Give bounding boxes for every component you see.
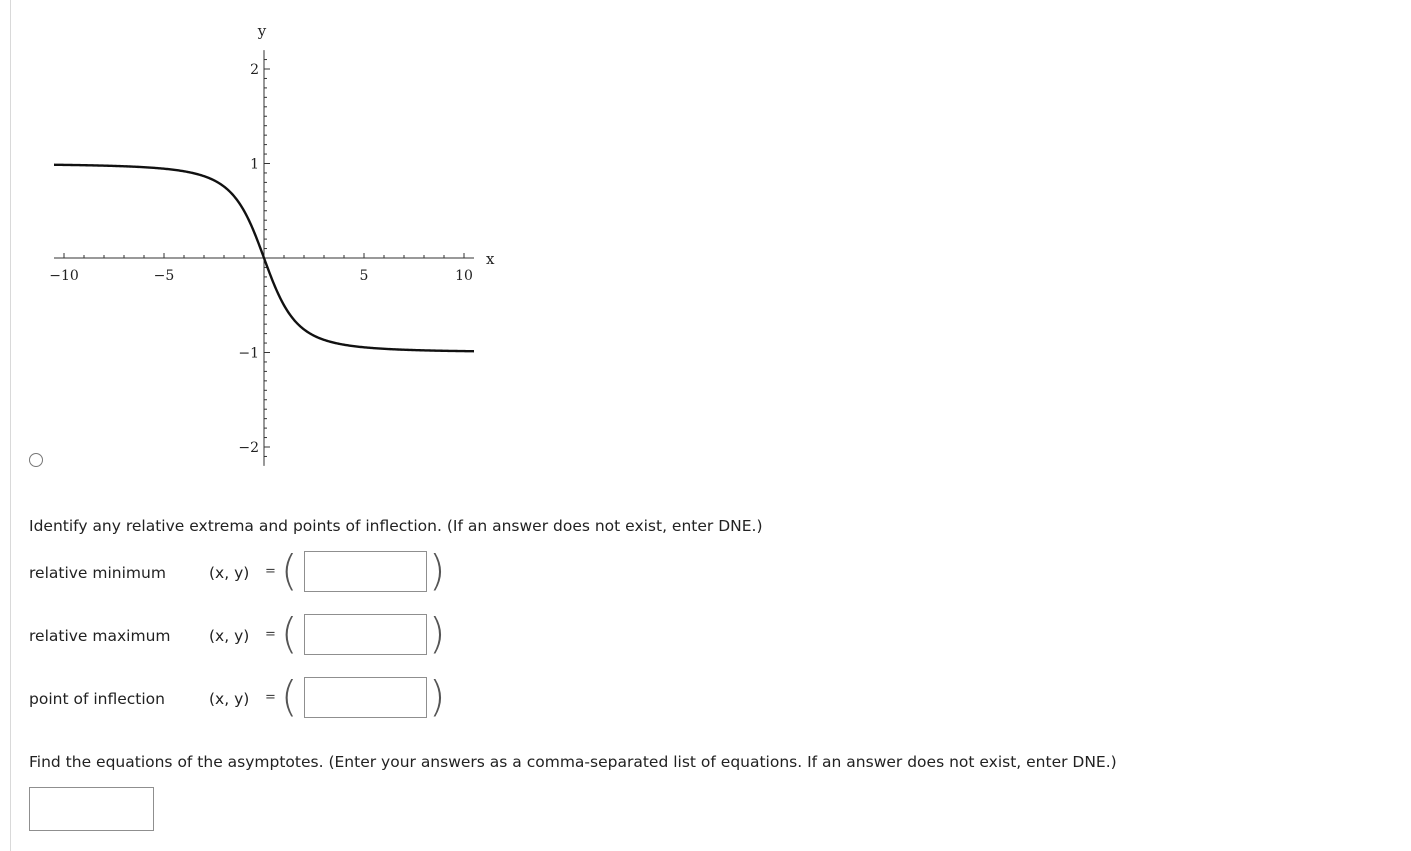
asymptote-instructions: Find the equations of the asymptotes. (Enter your answers as a comma-separated list of equations. If an answer does not exist, enter DNE.) [29, 753, 1117, 771]
x-tick-label: 5 [359, 268, 369, 284]
xy-label: (x, y) [209, 690, 250, 708]
x-tick-label: 10 [455, 268, 473, 284]
x-tick-label: −10 [49, 268, 79, 284]
open-paren: ( [281, 672, 298, 721]
y-tick-label: −1 [238, 345, 259, 362]
y-tick-label: 1 [250, 156, 259, 173]
equals-sign: = [265, 564, 276, 579]
open-paren: ( [281, 609, 298, 658]
close-paren: ) [429, 546, 446, 595]
close-paren: ) [429, 609, 446, 658]
x-tick-label: −5 [153, 268, 175, 284]
xy-label: (x, y) [209, 564, 250, 582]
relative-maximum-label: relative maximum [29, 627, 171, 645]
point-of-inflection-input[interactable] [304, 677, 427, 718]
xy-label: (x, y) [209, 627, 250, 645]
open-paren: ( [281, 546, 298, 595]
relative-maximum-input[interactable] [304, 614, 427, 655]
tick-labels [49, 62, 473, 456]
left-border [10, 0, 11, 851]
relative-minimum-input[interactable] [304, 551, 427, 592]
asymptotes-input[interactable] [29, 787, 154, 831]
point-of-inflection-label: point of inflection [29, 690, 165, 708]
extrema-instructions: Identify any relative extrema and points of inflection. (If an answer does not exist, enter DNE.) [29, 517, 763, 535]
answer-option-radio[interactable] [29, 453, 43, 467]
x-axis-label: x [486, 250, 495, 268]
function-graph [30, 10, 500, 480]
close-paren: ) [429, 672, 446, 721]
y-axis-label: y [257, 22, 267, 40]
y-tick-label: 2 [250, 62, 259, 78]
equals-sign: = [265, 627, 276, 642]
y-tick-label: −2 [238, 440, 259, 456]
relative-minimum-label: relative minimum [29, 564, 166, 582]
equals-sign: = [265, 690, 276, 705]
